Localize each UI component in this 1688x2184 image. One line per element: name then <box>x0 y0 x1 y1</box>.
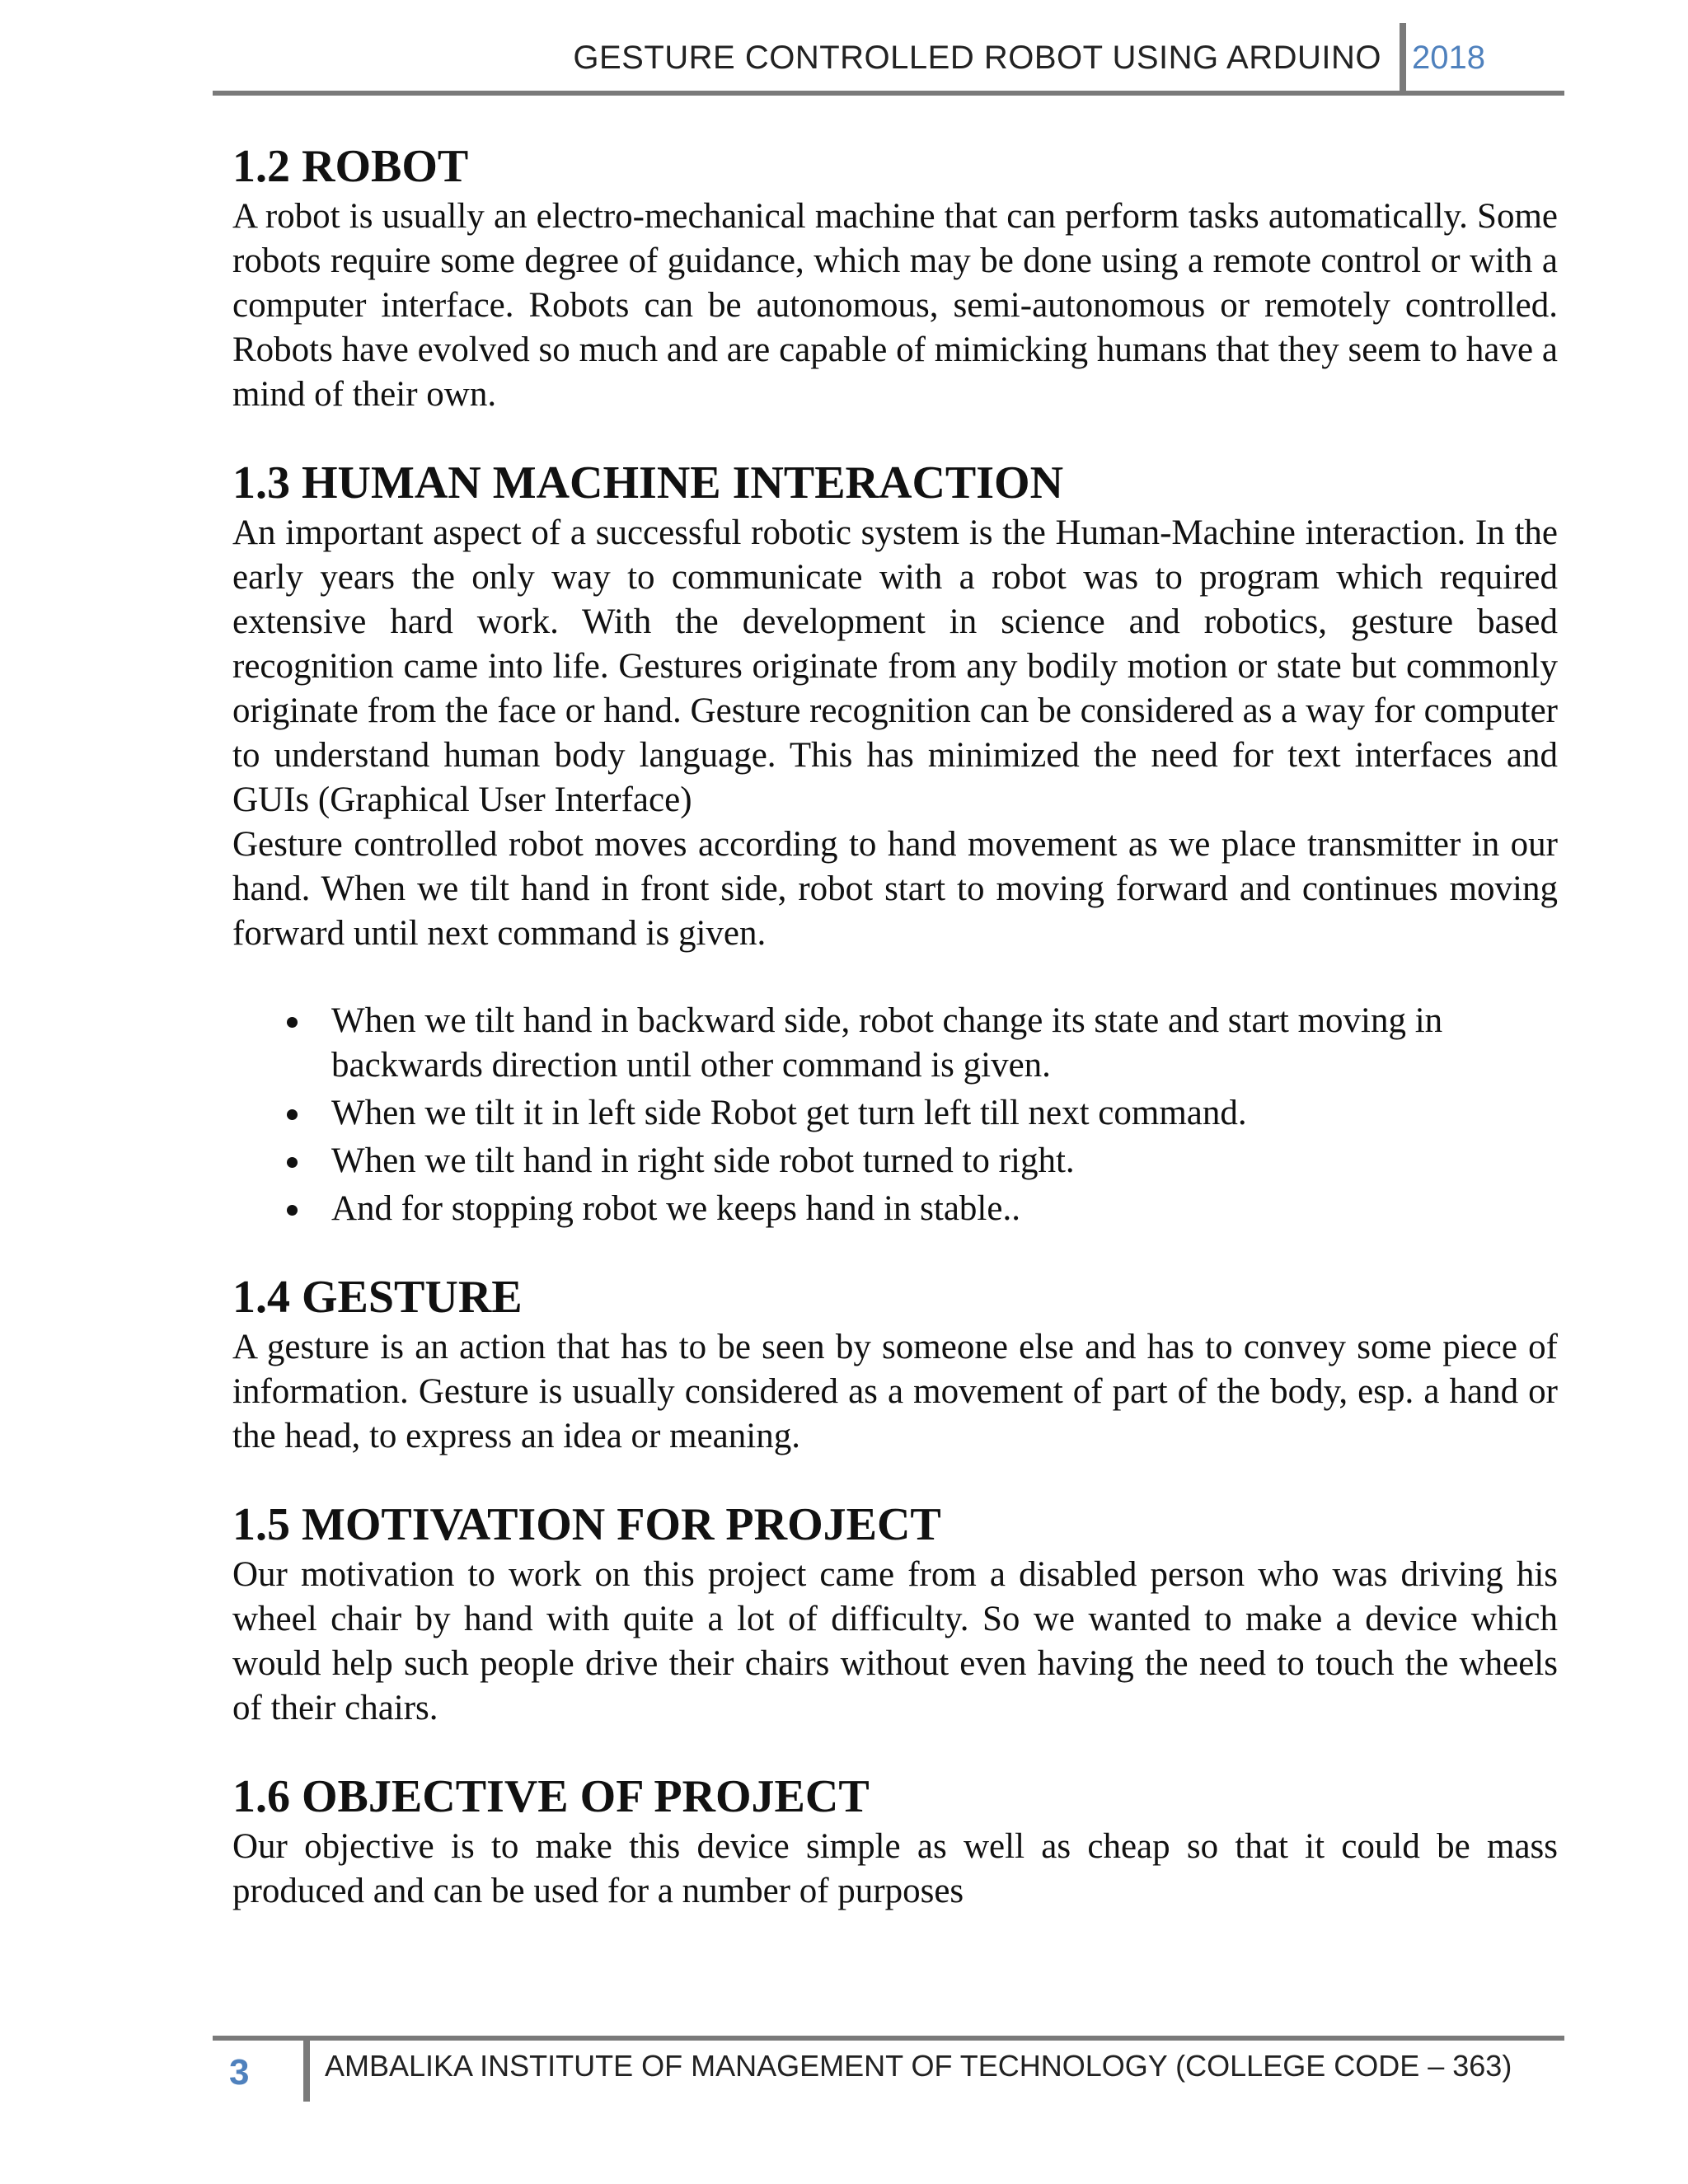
section-objective <box>232 1770 1558 1914</box>
document-title: GESTURE CONTROLLED ROBOT USING ARDUINO <box>573 40 1381 76</box>
section-heading: 1.4 GESTURE <box>232 1272 523 1323</box>
paragraph: A gesture is an action that has to be seen by someone else and has to convey some piece of information. Gesture is usually considered as a movement of part of the body, esp. a hand or the head, to express an idea or meaning. <box>232 1328 1558 1455</box>
list-item <box>232 999 1558 1088</box>
paragraph: A robot is usually an electro-mechanical machine that can perform tasks automatically. Some robots require some degree of guidance, which may be done using a remote control or with a computer interface. Robots can be autonomous, semi-autonomous or remotely controlled. Robots have evolved so much and are capable of mimicking humans that they seem to have a mind of their own. <box>232 197 1558 414</box>
paragraph: An important aspect of a successful robotic system is the Human-Machine interaction. In the early years the only way to communicate with a robot was to program which required extensive hard work. With the development in science and robotics, gesture based recognition came into life. Gestures originate from any bodily motion or state but commonly originate from the face or hand. Gesture recognition can be considered as a way for computer to understand human body language. This has minimized the need for text interfaces and GUIs (Graphical User Interface) <box>232 513 1558 819</box>
bullet-list <box>232 999 1558 1231</box>
footer-separator <box>303 2036 310 2102</box>
list-item-text: When we tilt hand in backward side, robot change its state and start moving in backwards direction until other command is given. <box>331 1001 1443 1085</box>
institution-name: AMBALIKA INSTITUTE OF MANAGEMENT OF TECHNOLOGY (COLLEGE CODE – 363) <box>325 2049 1512 2083</box>
bullet-icon <box>287 1017 298 1028</box>
paragraph: Our objective is to make this device simple as well as cheap so that it could be mass produced and can be used for a number of purposes <box>232 1827 1558 1910</box>
list-item-text: When we tilt hand in right side robot turned to right. <box>331 1141 1075 1180</box>
paragraph: Gesture controlled robot moves according to hand movement as we place transmitter in our hand. When we tilt hand in front side, robot start to moving forward and continues moving forward until next command is given. <box>232 825 1558 953</box>
paragraph: Our motivation to work on this project came from a disabled person who was driving his wheel chair by hand with quite a lot of difficulty. So we wanted to make a device which would help such people drive their chairs without even having the need to touch the wheels of their chairs. <box>232 1555 1558 1727</box>
footer-rule <box>213 2036 1564 2041</box>
section-motivation <box>232 1498 1558 1731</box>
section-heading: 1.5 MOTIVATION FOR PROJECT <box>232 1499 941 1550</box>
bullet-icon <box>287 1205 298 1216</box>
header-separator <box>1400 23 1406 94</box>
page-content <box>232 140 1558 1953</box>
section-robot <box>232 140 1558 417</box>
list-item-text: When we tilt it in left side Robot get turn left till next command. <box>331 1094 1247 1132</box>
running-header <box>213 23 1564 97</box>
section-heading: 1.6 OBJECTIVE OF PROJECT <box>232 1771 870 1822</box>
list-item <box>232 1091 1558 1136</box>
page-number: 3 <box>229 2052 250 2093</box>
section-heading: 1.2 ROBOT <box>232 141 469 192</box>
section-gesture <box>232 1271 1558 1459</box>
list-item <box>232 1187 1558 1231</box>
running-footer <box>213 2036 1564 2110</box>
header-rule <box>213 91 1564 96</box>
bullet-icon <box>287 1157 298 1168</box>
document-year: 2018 <box>1412 40 1485 76</box>
section-heading: 1.3 HUMAN MACHINE INTERACTION <box>232 457 1064 509</box>
bullet-icon <box>287 1109 298 1120</box>
section-human-machine-interaction <box>232 457 1558 1231</box>
list-item-text: And for stopping robot we keeps hand in stable.. <box>331 1189 1020 1228</box>
list-item <box>232 1139 1558 1183</box>
